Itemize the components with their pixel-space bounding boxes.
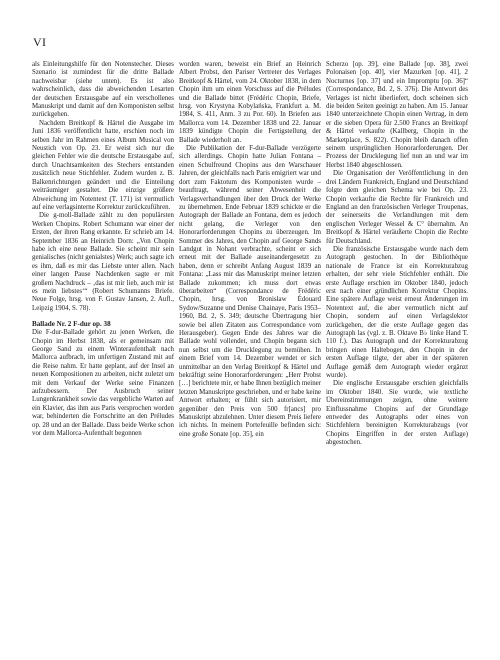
text-column-right xyxy=(326,61,468,448)
paragraph: Die Organisation der Veröffentlichung in den drei Ländern Frankreich, England und Deutschland folgte dem gleichen Schema wie bei Op. 23. Chopin verkaufte die Rechte für Frankreich und England an den französischen Verleger Troupenas, der seinerseits die Verlandlungen mit dem englischen Verleger Wessel & C° übernahm. An Breitkopf & Härtel veräußerte Chopin die Rechte für Deutschland. xyxy=(326,170,468,245)
paragraph: Die englische Erstausgabe erschien gleichfalls im Oktober 1840. Sie wurde, wie textliche Übereinstimmungen zeigen, ohne weitere Einflussnahme Chopins auf der Grundlage entweder des Autographs oder eines von Stichfehlern bereinigten Korrekturabzugs (vor Chopins Eingriffen in der ersten Auflage) abgestochen. xyxy=(326,380,468,447)
paragraph: worden waren, beweist ein Brief an Heinrich Albert Probst, den Pariser Vertreter des Verlages Breitkopf & Härtel, vom 24. Oktober 1838, in dem Chopin ihm um einen Vorschuss auf die Préludes und die Ballade bittet (Frédéric Chopin, Briefe, hrsg. von Krystyna Kobylańska, Frankfurt a. M. 1984, S. 411, Anm. 3 zu Por. 60). In Briefen aus Mallorca vom 14. Dezember 1838 und 22. Januar 1839 kündigte Chopin die Fertigstellung der Ballade wiederholt an. xyxy=(179,61,321,144)
paragraph: Die g-moll-Ballade zählt zu den populärsten Werken Chopins. Robert Schumann war einer der Ersten, der ihren Rang erkannte. Er schrieb am 14. September 1836 an Heinrich Dorn: „Von Chopin habe ich eine neue Ballade. Sie scheint mir sein genialisches (nicht genialstes) Werk; auch sagte ich es ihm, daß es mir das Liebste unter allen. Nach einer langen Pause Nachdenken sagte er mit großem Nachdruck – ‚das ist mir lieb, auch mir ist es mein liebstes‘“ (Robert Schumanns Briefe. Neue Folge, hrsg. von F. Gustav Jansen, 2. Aufl., Leipzig 1904, S. 78). xyxy=(32,212,174,312)
paragraph: Die F-dur-Ballade gehört zu jenen Werken, die Chopin im Herbst 1838, als er gemeinsam mit George Sand zu einem Winteraufenthalt nach Mallorca aufbrach, im unfertigen Zustand mit auf die Reise nahm. Er hatte geplant, auf der Insel an neuen Kompositionen zu arbeiten, nicht zuletzt um mit dem Verkauf der Werke seine Finanzen aufzubessern. Der Ausbruch seiner Lungenkrankheit sowie das vergebliche Warten auf ein Klavier, das ihm aus Paris versprochen worden war, behinderten die Fortschritte an den Préludes op. 28 und an der Ballade. Dass beide Werke schon vor dem Mallorca-Aufenthalt begonnen xyxy=(32,329,174,438)
paragraph: Die französische Erstausgabe wurde nach dem Autograph gestochen. In der Bibliothèque nationale de France ist ein Korrekturabzug erhalten, der sehr viele Stichfehler enthält. Die erste Auflage erschien im Oktober 1840, jedoch erst nach einer gründlichen Korrektur Chopins. Eine spätere Auflage weist erneut Änderungen im Notentext auf, die aber vermutlich nicht auf Chopin, sondern auf einen Verlagslektor zurückgehen, der die erste Auflage gegen das Autograph las (vgl. z. B. Oktave B♭ linke Hand T. 110 f.). Das Autograph und der Korrekturabzug bringen einen Haltebogen, den Chopin in der ersten Auflage tilgte, der aber in der späteren Auflage gemäß dem Autograph wieder ergänzt wurde). xyxy=(326,245,468,380)
text-column-left xyxy=(32,61,174,438)
text-column-middle xyxy=(179,61,321,439)
paragraph: Nachdem Breitkopf & Härtel die Ausgabe im Juni 1836 veröffentlicht hatte, erschien noch im selben Jahr im Rahmen eines Album Musical von Neustich von Op. 23. Er weist sich nur die gleichen Fehler wie die deutsche Erstausgabe auf, durch Unachtsamkeiten des Stechers entstanden zusätzlich neue Stichfehler. Zudem wurden z. B. Balkenrichtungen geändert und die Einteilung weiträumiger gestaltet. Die einzige größere Abweichung im Notentext (T. 171) ist vermutlich auf eine verlagsinterne Korrektur zurückzuführen. xyxy=(32,119,174,211)
section-heading: Ballade Nr. 2 F-dur op. 38 xyxy=(32,320,111,329)
page-number: VI xyxy=(33,35,47,49)
paragraph: Scherzo [op. 39], eine Ballade [op. 38], zwei Polonaisen [op. 40], vier Mazurken [op. 41], 2 Nocturnes [op. 37] und ein Impromptu [op. 36]“ (Correspondance, Bd. 2, S. 376). Die Antwort des Verlages ist nicht überliefert, doch scheinen sich die beiden Seiten geeinigt zu haben. Am 15. Januar 1840 unterzeichnete Chopin einen Vertrag, in dem er die sieben Opera für 2.500 Francs an Breitkopf & Härtel verkaufte (Kallberg, Chopin in the Marketplace, S. 822). Chopin bleib danach offen seinem ursprünglichen Honorarforderungen. Der Prozess der Drucklegung lief nun an und war im Herbst 1840 abgeschlossen. xyxy=(326,61,468,169)
paragraph: als Einleitungshilfe für den Notenstecher. Dieses Szenario ist zumindest für die dritte Ballade nachweisbar (siehe unten). Es ist also wahrscheinlich, dass die abweichenden Lesarten der deutschen Erstausgabe auf ein verschollenes Manuskript und damit auf den Komponisten selbst zurückgehen. xyxy=(32,61,174,119)
paragraph: Die Publikation der F-dur-Ballade verzögerte sich allerdings. Chopin hatte Julian Fontana – einen Schulfreund Chopins aus den Warschauer Jahren, der gleichfalls nach Paris emigriert war und dort zum Faktotum des Komponisten wurde – beauftragt, während seiner Abwesenheit die Verlagsverhandlungen über den Druck der Werke zu übernehmen. Ende Februar 1839 schickte er die Autograph der Ballade an Fontana, dem es jedoch nicht gelang, die Verleger von den Honorarforderungen Chopins zu überzeugen. Im Sommer des Jahres, den Chopin auf George Sands Landgut in Nohant verbrachte, scheint er sich erneut mit der Ballade auseinandergesetzt zu haben, denn er schreibt Anfang August 1839 an Fontana: „Lass mir das Manuskript meiner letzten Ballade zukommen; ich muss dort etwas überarbeiten“ (Correspondance de Frédéric Chopin, hrsg. von Bronisław Édouard Sydow/Suzanne und Denise Chainaye, Paris 1953–1960, Bd. 2, S. 349; deutsche Übertragung hier sowie bei allen Zitaten aus Correspondance vom Herausgeber). Gegen Ende des Jahres war die Ballade wohl vollendet, und Chopin begann sich nun selbst um die Drucklegung zu bemühen. In einem Brief vom 14. Dezember wendet er sich unmittelbar an den Verlag Breitkopf & Härtel und bekräftigt seine Honorarforderungen: „Herr Probst […] berichtete mir, er habe Ihnen bezüglich meiner letzten Manuskripte geschrieben, und er habe keine Antwort erhalten; er fühlt sich autorisiert, mir gegenüber den Preis von 500 fr[ancs] pro Manuskript abzulehnen. Unter diesem Preis liefere ich nichts. In meinem Portefeuille befinden sich: eine große Sonate [op. 35], ein xyxy=(179,145,321,438)
